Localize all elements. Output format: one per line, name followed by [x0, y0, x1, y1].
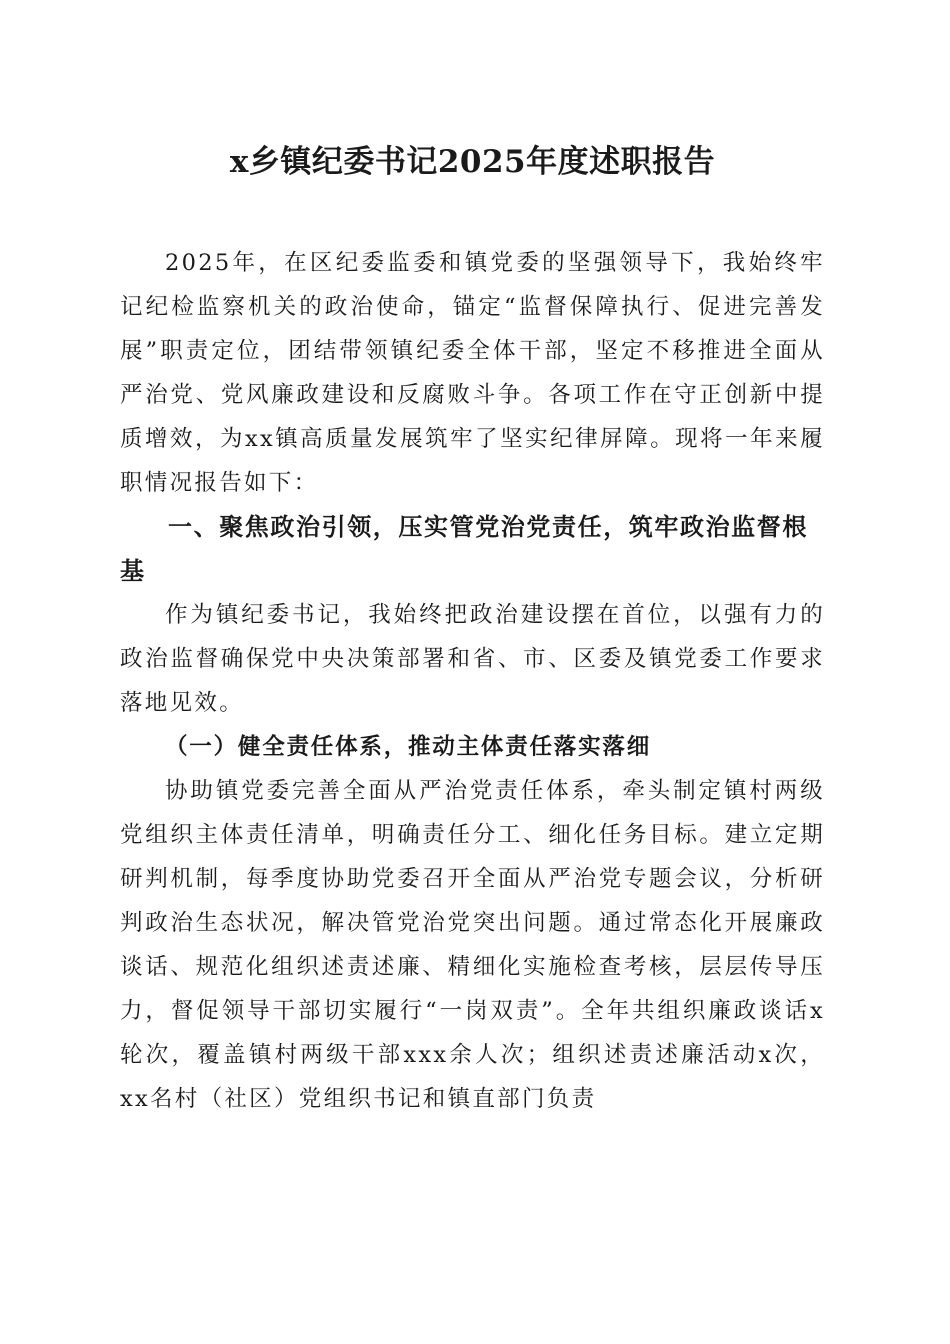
intro-paragraph: 2025年，在区纪委监委和镇党委的坚强领导下，我始终牢记纪检监察机关的政治使命，锚定“监督保障执行、促进完善发展”职责定位，团结带领镇纪委全体干部，坚定不移推进全面从严治党、党风廉政建设和反腐败斗争。各项工作在守正创新中提质增效，为xx镇高质量发展筑牢了坚实纪律屏障。现将一年来履职情况报告如下：: [120, 250, 825, 496]
document-page: [120, 135, 825, 1121]
section-1-heading: 一、聚焦政治引领，压实管党治党责任，筑牢政治监督根基: [120, 513, 808, 585]
section-1-body: 作为镇纪委书记，我始终把政治建设摆在首位，以强有力的政治监督确保党中央决策部署和省、市、区委及镇党委工作要求落地见效。: [120, 602, 825, 716]
document-title: x乡镇纪委书记2025年度述职报告: [229, 144, 716, 180]
subsection-1-body: 协助镇党委完善全面从严治党责任体系，牵头制定镇村两级党组织主体责任清单，明确责任分工、细化任务目标。建立定期研判机制，每季度协助党委召开全面从严治党专题会议，分析研判政治生态状况，解决管党治党突出问题。通过常态化开展廉政谈话、规范化组织述责述廉、精细化实施检查考核，层层传导压力，督促领导干部切实履行“一岗双责”。全年共组织廉政谈话x轮次，覆盖镇村两级干部xxx余人次；组织述责述廉活动x次，xx名村（社区）党组织书记和镇直部门负责: [120, 778, 825, 1112]
subsection-1-heading: （一）健全责任体系，推动主体责任落实落细: [165, 734, 652, 760]
